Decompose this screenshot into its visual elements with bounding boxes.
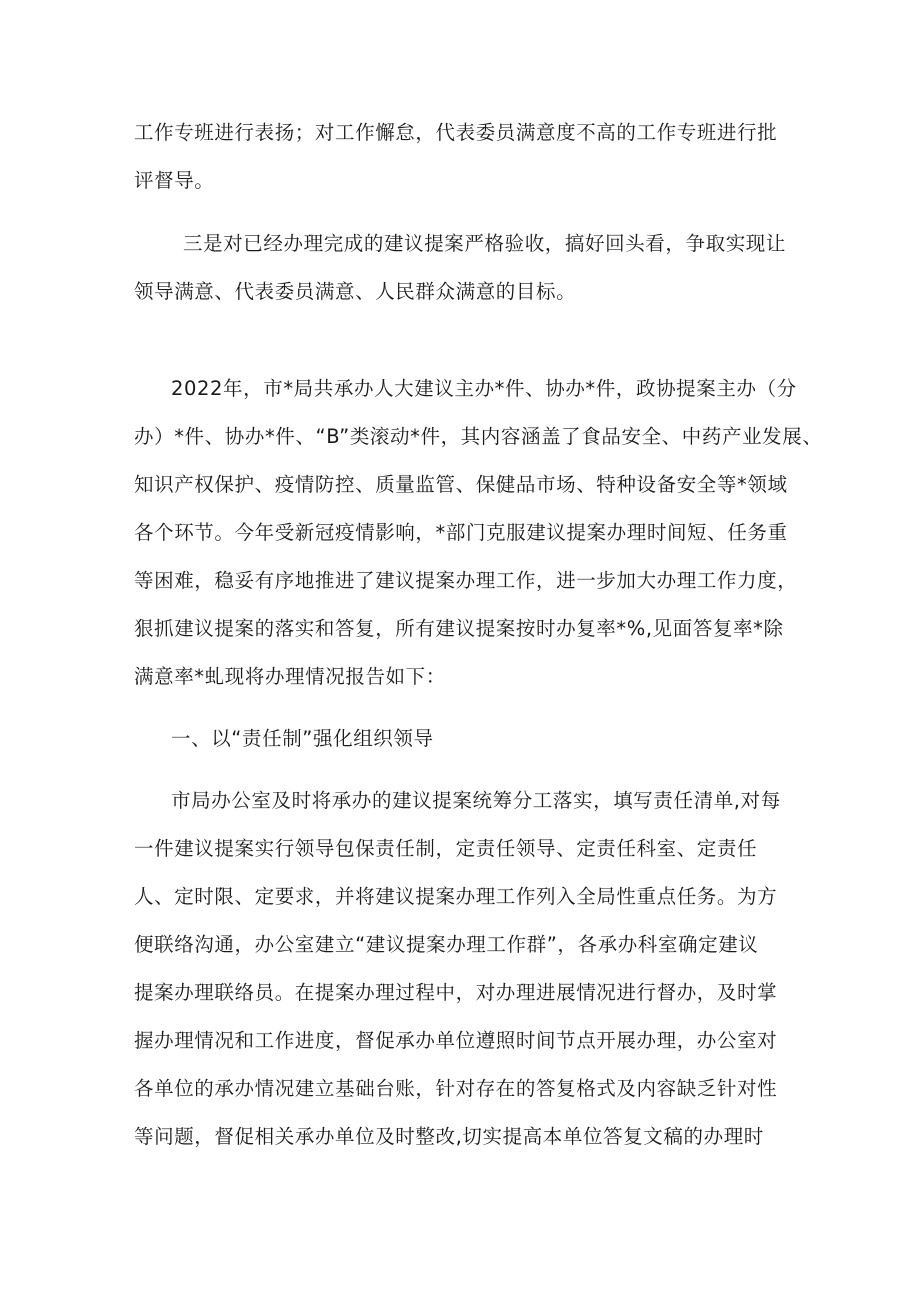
paragraph-4-line-2: 一件建议提案实行领导包保责任制，定责任领导、定责任科室、定责任 [134,837,758,860]
paragraph-1-line-1: 工作专班进行表扬；对工作懈怠，代表委员满意度不高的工作专班进行批 [134,121,778,144]
paragraph-1-line-2: 评督导。 [134,169,215,192]
paragraph-3-line-4: 各个环节。今年受新冠疫情影响，*部门克服建议提案办理时间短、任务重 [134,521,788,544]
paragraph-4-line-1: 市局办公室及时将承办的建议提案统筹分工落实，填写责任清单,对每 [171,789,781,812]
paragraph-4-line-5: 提案办理联络员。在提案办理过程中，对办理进展情况进行督办，及时掌 [134,981,778,1004]
paragraph-3-line-3: 知识产权保护、疫情防控、质量监管、保健品市场、特种设备安全等*领域 [134,473,788,496]
paragraph-3-line-2: 办）*件、协办*件、“B”类滚动*件，其内容涵盖了食品安全、中药产业发展、 [134,425,823,448]
paragraph-4-line-4: 便联络沟通，办公室建立“建议提案办理工作群”，各承办科室确定建议 [134,933,759,956]
paragraph-4-line-7: 各单位的承办情况建立基础台账，针对存在的答复格式及内容缺乏针对性 [134,1077,778,1100]
paragraph-4-line-3: 人、定时限、定要求，并将建议提案办理工作列入全局性重点任务。为方 [134,885,778,908]
paragraph-3-line-6: 狠抓建议提案的落实和答复，所有建议提案按时办复率*%,见面答复率*除 [134,617,784,640]
paragraph-2-line-2: 领导满意、代表委员满意、人民群众满意的目标。 [134,280,577,303]
paragraph-3-line-5: 等困难，稳妥有序地推进了建议提案办理工作，进一步加大办理工作力度， [134,569,798,592]
paragraph-4-line-8: 等问题，督促相关承办单位及时整改,切实提高本单位答复文稿的办理时 [134,1125,764,1148]
paragraph-3-line-1: 2022年，市*局共承办人大建议主办*件、协办*件，政协提案主办（分 [171,377,797,400]
paragraph-2-line-1: 三是对已经办理完成的建议提案严格验收，搞好回头看，争取实现让 [183,232,787,255]
paragraph-4-line-6: 握办理情况和工作进度，督促承办单位遵照时间节点开展办理，办公室对 [134,1029,778,1052]
paragraph-3-line-7: 满意率*虬现将办理情况报告如下： [134,665,446,688]
section-heading: 一、以“责任制”强化组织领导 [171,727,434,750]
